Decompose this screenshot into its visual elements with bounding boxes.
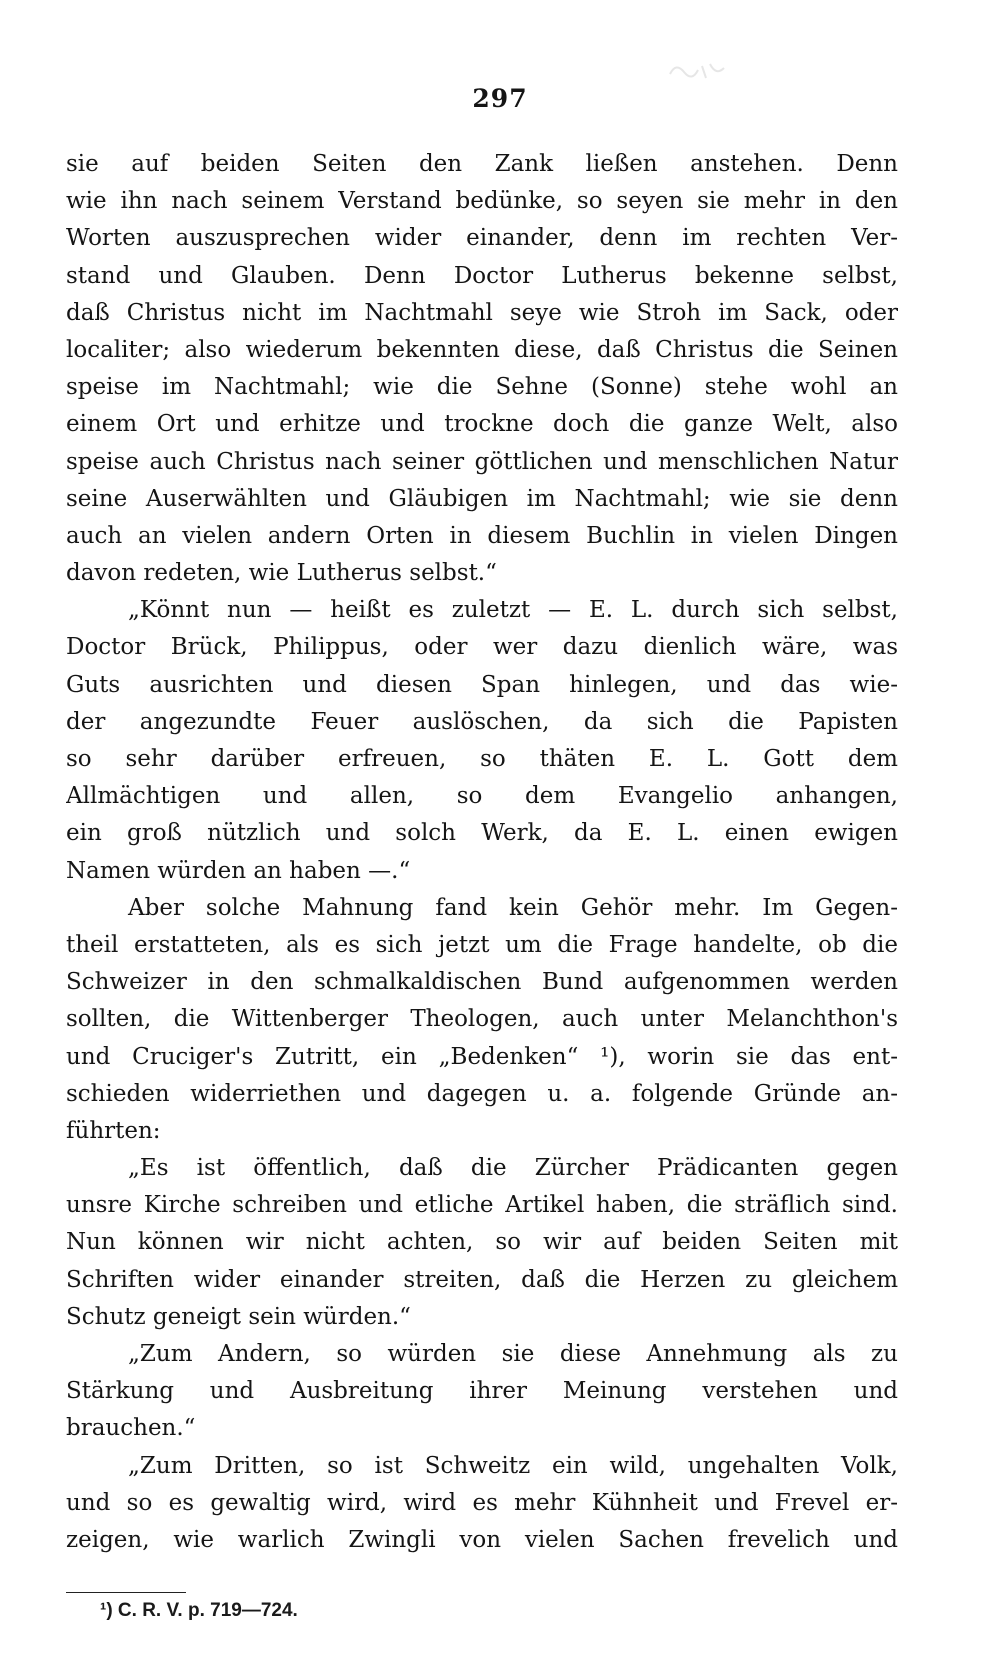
text-line: „Könnt nun — heißt es zuletzt — E. L. durch sich selbst, (128, 597, 898, 624)
text-line: theil erstatteten, als es sich jetzt um die Frage handelte, ob die (66, 931, 898, 958)
text-line: Guts ausrichten und diesen Span hinlegen, und das wie- (66, 671, 898, 698)
text-line: „Zum Andern, so würden sie diese Annehmung als zu (128, 1341, 898, 1367)
text-line: seine Auserwählten und Gläubigen im Nachtmahl; wie sie denn (66, 485, 898, 512)
text-line: davon redeten, wie Lutherus selbst.“ (66, 560, 497, 587)
library-stamp-mark (666, 56, 730, 84)
text-line: sollten, die Wittenberger Theologen, auch unter Melanchthon's (66, 1006, 898, 1033)
text-line: Aber solche Mahnung fand kein Gehör mehr. Im Gegen- (128, 894, 898, 921)
text-line: Schutz geneigt sein würden.“ (66, 1303, 411, 1330)
text-line: ein groß nützlich und solch Werk, da E. L. einen ewigen (66, 820, 898, 847)
footnote: ¹) C. R. V. p. 719—724. (100, 1600, 298, 1621)
page-number: 297 (472, 84, 528, 113)
text-line: auch an vielen andern Orten in diesem Buchlin in vielen Dingen (66, 522, 898, 549)
text-line: einem Ort und erhitze und trockne doch die ganze Welt, also (66, 411, 898, 438)
text-line: wie ihn nach seinem Verstand bedünke, so seyen sie mehr in den (66, 188, 898, 215)
text-line: daß Christus nicht im Nachtmahl seye wie Stroh im Sack, oder (66, 299, 898, 326)
text-line: localiter; also wiederum bekennten diese, daß Christus die Seinen (66, 336, 898, 363)
text-line: und so es gewaltig wird, wird es mehr Kühnheit und Frevel er- (66, 1489, 898, 1516)
text-line: Stärkung und Ausbreitung ihrer Meinung verstehen und (66, 1378, 898, 1405)
text-line: Namen würden an haben —.“ (66, 857, 411, 884)
text-line: Nun können wir nicht achten, so wir auf beiden Seiten mit (66, 1229, 898, 1256)
text-line: und Cruciger's Zutritt, ein „Bedenken“ ¹), worin sie das ent- (66, 1043, 898, 1070)
text-line: Schriften wider einander streiten, daß die Herzen zu gleichem (66, 1266, 898, 1293)
text-line: „Zum Dritten, so ist Schweitz ein wild, ungehalten Volk, (128, 1452, 898, 1479)
text-line: sie auf beiden Seiten den Zank ließen anstehen. Denn (66, 151, 898, 177)
text-line: speise auch Christus nach seiner göttlichen und menschlichen Natur (66, 448, 898, 475)
text-line: speise im Nachtmahl; wie die Sehne (Sonne) stehe wohl an (66, 374, 898, 401)
body-text (66, 146, 898, 1559)
text-line: brauchen.“ (66, 1415, 196, 1442)
text-line: Worten auszusprechen wider einander, denn im rechten Ver- (66, 225, 898, 252)
text-line: der angezundte Feuer auslöschen, da sich die Papisten (66, 708, 898, 735)
text-line: „Es ist öffentlich, daß die Zürcher Prädicanten gegen (128, 1155, 898, 1182)
text-line: stand und Glauben. Denn Doctor Lutherus bekenne selbst, (66, 262, 898, 289)
text-line: Schweizer in den schmalkaldischen Bund aufgenommen werden (66, 969, 898, 996)
footnote-divider (66, 1592, 186, 1593)
text-line: unsre Kirche schreiben und etliche Artikel haben, die sträflich sind. (66, 1192, 898, 1219)
text-line: zeigen, wie warlich Zwingli von vielen Sachen frevelich und (66, 1526, 898, 1553)
text-line: führten: (66, 1117, 161, 1144)
text-line: Doctor Brück, Philippus, oder wer dazu dienlich wäre, was (66, 634, 898, 661)
text-line: Allmächtigen und allen, so dem Evangelio anhangen, (66, 783, 898, 810)
text-line: so sehr darüber erfreuen, so thäten E. L. Gott dem (66, 746, 898, 772)
text-line: schieden widerriethen und dagegen u. a. folgende Gründe an- (66, 1080, 898, 1107)
